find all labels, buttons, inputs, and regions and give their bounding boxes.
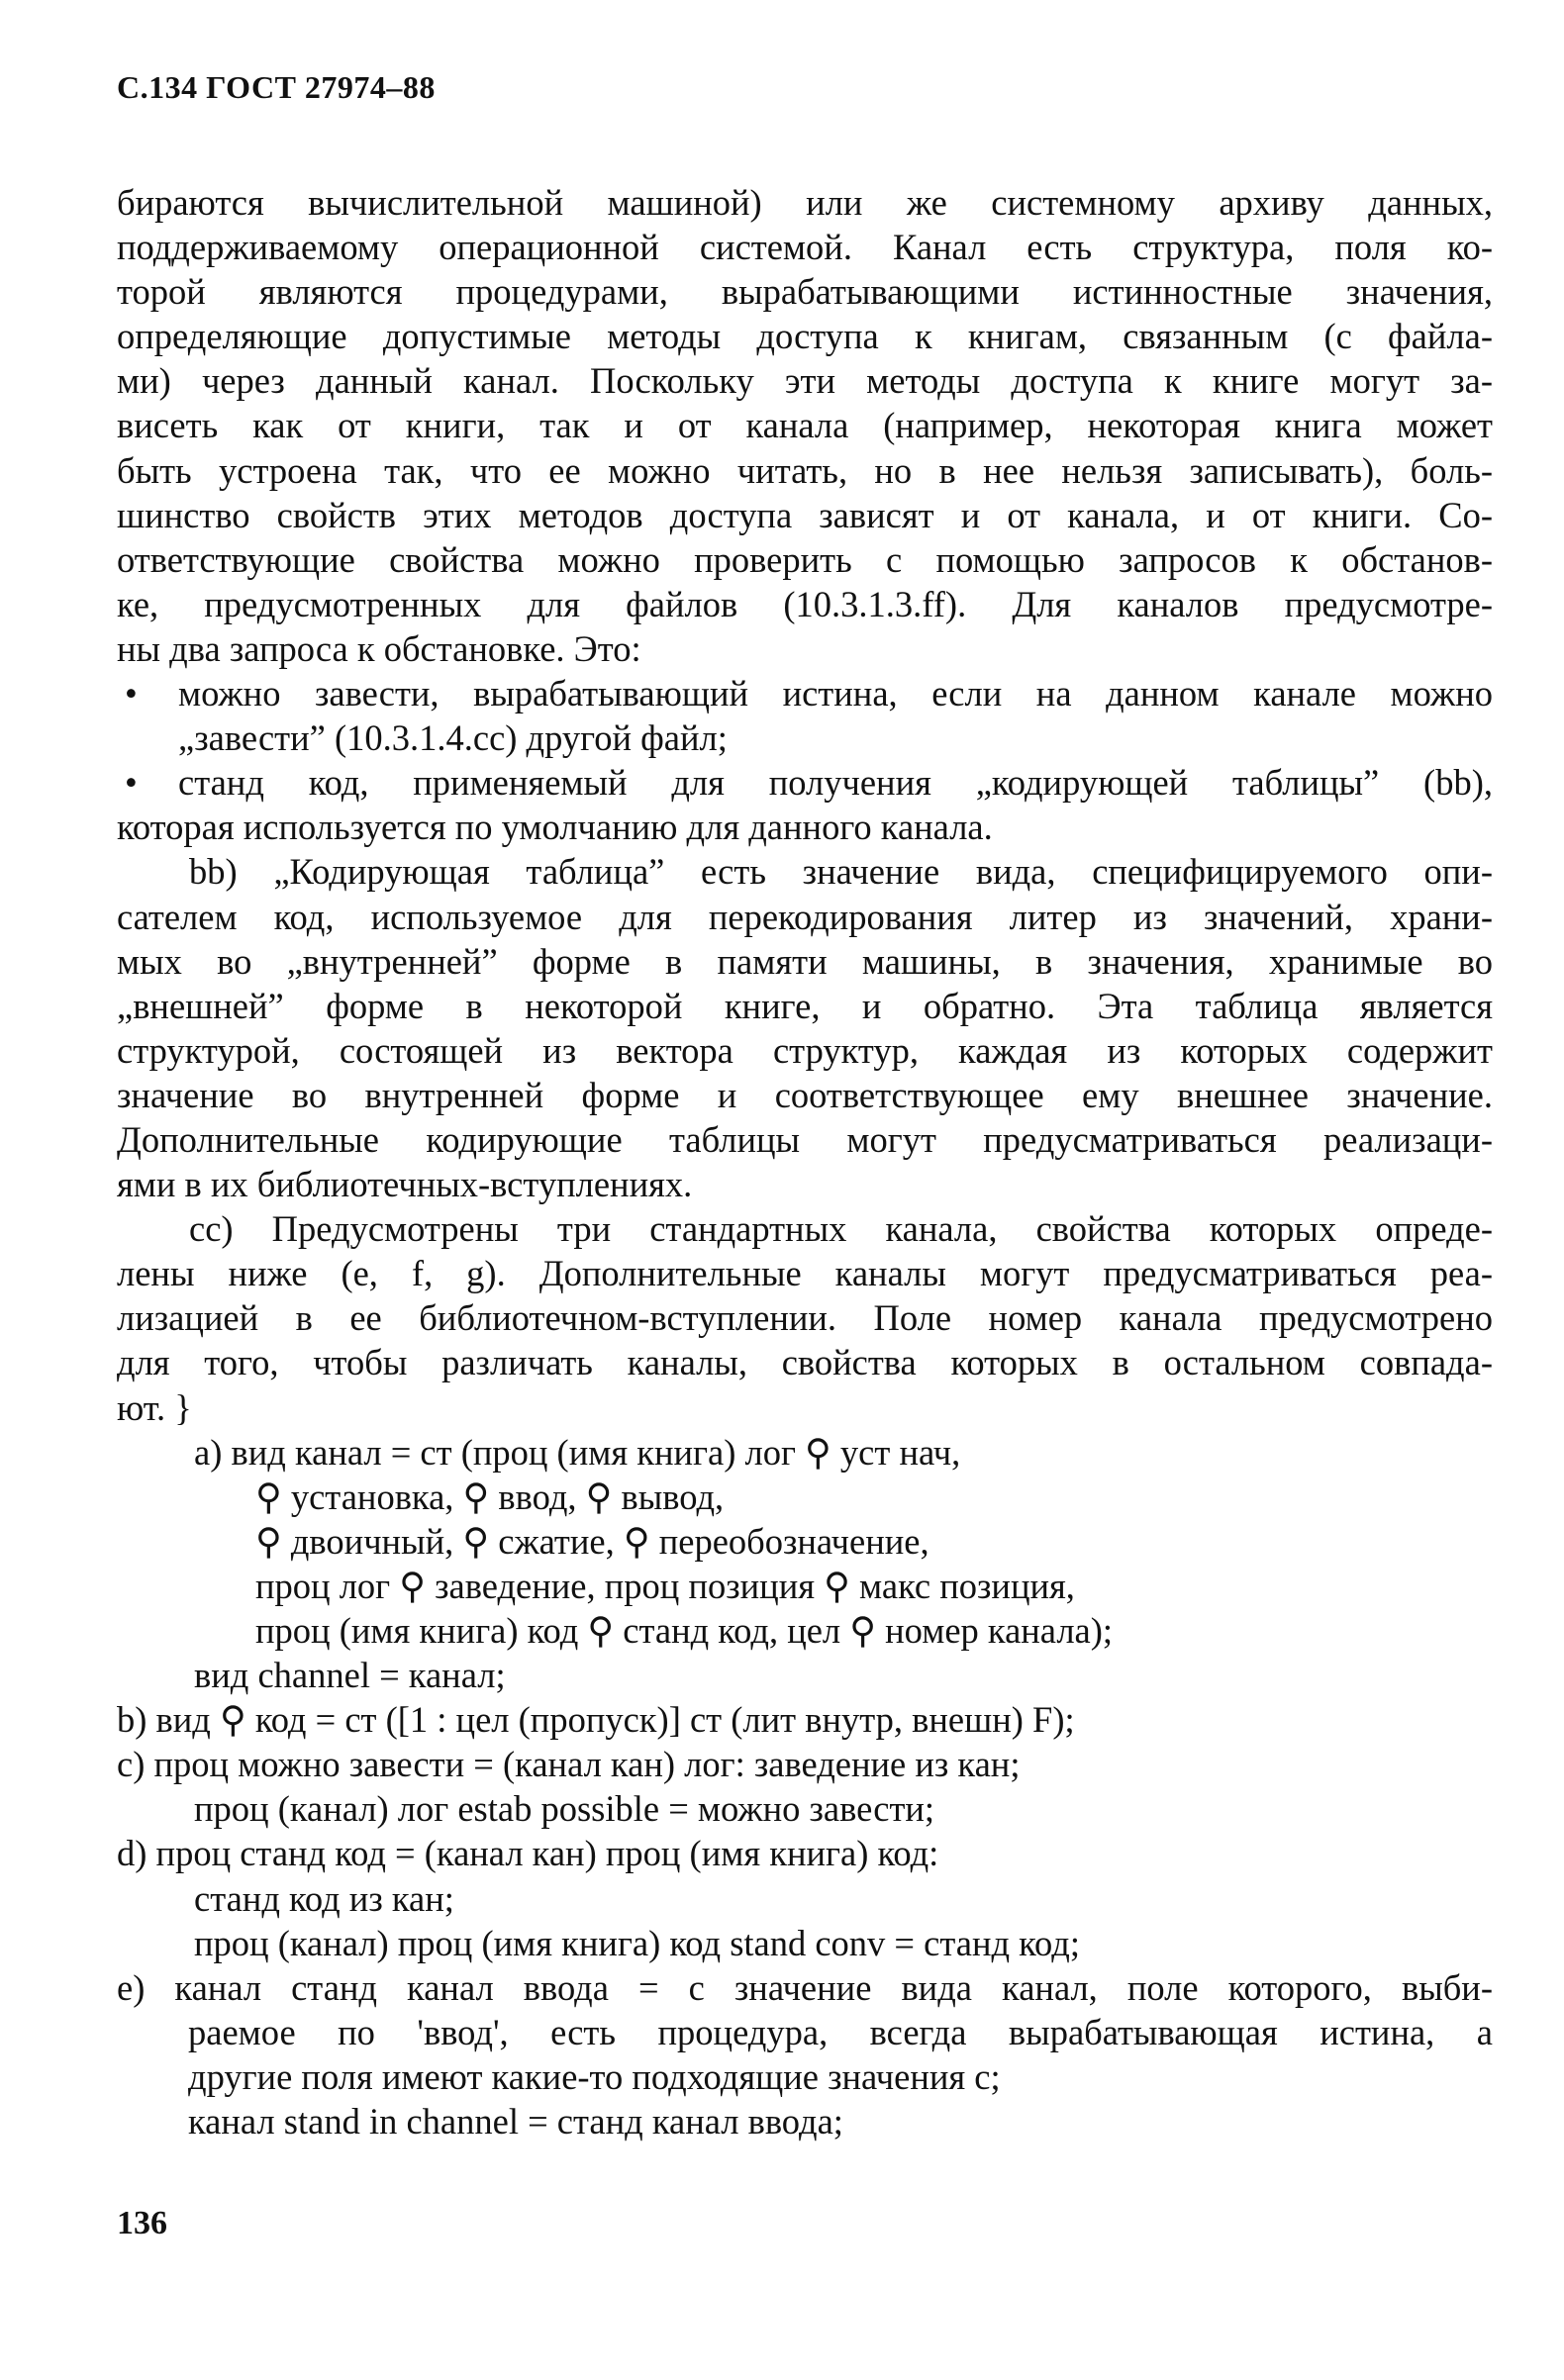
- text-line: ями в их библиотечных-вступлениях.: [117, 1164, 693, 1205]
- bullet-marker: •: [125, 673, 138, 714]
- code-line: b) вид ⚲ код = ст ([1 : цел (пропуск)] ст (лит внутр, внешн) F);: [117, 1699, 1075, 1741]
- code-line: проц (канал) проц (имя книга) код stand conv = станд код;: [194, 1922, 1080, 1963]
- text-line: мых во „внутренней” форме в памяти машины, в значения, хранимые во: [117, 940, 1493, 982]
- code-line: c) проц можно завести = (канал кан) лог: заведение из кан;: [117, 1744, 1021, 1785]
- text-line: значение во внутренней форме и соответствующее ему внешнее значение.: [117, 1074, 1493, 1115]
- text-line: ответствующие свойства можно проверить с помощью запросов к обстанов-: [117, 538, 1493, 580]
- text-line: ке, предусмотренных для файлов (10.3.1.3.ff). Для каналов предусмотре-: [117, 583, 1493, 624]
- text-line: сателем код, используемое для перекодирования литер из значений, храни-: [117, 896, 1493, 937]
- code-line: раемое по 'ввод', есть процедура, всегда вырабатывающая истина, а: [188, 2011, 1493, 2052]
- bullet-item: [117, 671, 1493, 715]
- bullet-text: можно завести, вырабатывающий истина, если на данном канале можно: [178, 673, 1493, 714]
- bullet-text: станд код, применяемый для получения „кодирующей таблицы” (bb),: [178, 762, 1493, 804]
- text-line: бираются вычислительной машиной) или же системному архиву данных,: [117, 182, 1493, 223]
- text-line: определяющие допустимые методы доступа к книгам, связанным (с файла-: [117, 316, 1493, 357]
- code-line: d) проц станд код = (канал кан) проц (имя книга) код:: [117, 1833, 939, 1874]
- text-line: cc) Предусмотрены три стандартных канала, свойства которых опреде-: [189, 1208, 1493, 1250]
- code-line: ⚲ установка, ⚲ ввод, ⚲ вывод,: [255, 1476, 725, 1517]
- text-line: ют. }: [117, 1386, 192, 1428]
- text-line: быть устроена так, что ее можно читать, но в нее нельзя записывать), боль-: [117, 449, 1493, 491]
- text-line: Дополнительные кодирующие таблицы могут предусматриваться реализаци-: [117, 1118, 1493, 1160]
- code-line: ⚲ двоичный, ⚲ сжатие, ⚲ переобозначение,: [255, 1520, 929, 1562]
- code-line: канал stand in channel = станд канал ввода;: [188, 2101, 843, 2142]
- bullet-item: [117, 760, 1493, 805]
- text-line: ми) через данный канал. Поскольку эти методы доступа к книге могут за-: [117, 360, 1493, 402]
- text-line: лизацией в ее библиотечном-вступлении. Поле номер канала предусмотрено: [117, 1297, 1493, 1339]
- page-header: С.134 ГОСТ 27974–88: [117, 69, 436, 105]
- code-line: проц (канал) лог estab possible = можно завести;: [194, 1788, 935, 1830]
- bullet-marker: •: [125, 762, 138, 804]
- code-line: другие поля имеют какие-то подходящие значения c;: [188, 2055, 1001, 2097]
- code-line: проц лог ⚲ заведение, проц позиция ⚲ макс позиция,: [255, 1565, 1075, 1606]
- text-line: висеть как от книги, так и от канала (например, некоторая книга может: [117, 405, 1493, 446]
- page-body: [117, 180, 1493, 2143]
- code-line: e) канал станд канал ввода = с значение вида канал, поле которого, выби-: [117, 1966, 1493, 2008]
- text-line: bb) „Кодирующая таблица” есть значение вида, специфицируемого опи-: [189, 851, 1493, 893]
- text-line: „завести” (10.3.1.4.cc) другой файл;: [178, 717, 728, 759]
- text-line: ны два запроса к обстановке. Это:: [117, 627, 641, 669]
- page-number: 136: [117, 2205, 167, 2241]
- text-line: лены ниже (e, f, g). Дополнительные каналы могут предусматриваться реа-: [117, 1253, 1493, 1294]
- code-line: вид channel = канал;: [194, 1655, 506, 1696]
- text-line: „внешней” форме в некоторой книге, и обратно. Эта таблица является: [117, 985, 1493, 1026]
- text-line: которая используется по умолчанию для данного канала.: [117, 807, 993, 848]
- text-line: для того, чтобы различать каналы, свойства которых в остальном совпада-: [117, 1342, 1493, 1383]
- code-line: станд код из кан;: [194, 1877, 454, 1919]
- text-line: поддерживаемому операционной системой. Канал есть структура, поля ко-: [117, 227, 1493, 268]
- code-line: проц (имя книга) код ⚲ станд код, цел ⚲ номер канала);: [255, 1610, 1114, 1651]
- text-line: торой являются процедурами, вырабатывающими истинностные значения,: [117, 271, 1493, 313]
- text-line: структурой, состоящей из вектора структур, каждая из которых содержит: [117, 1029, 1493, 1071]
- text-line: шинство свойств этих методов доступа зависят и от канала, и от книги. Со-: [117, 494, 1493, 535]
- code-line: a) вид канал = ст (проц (имя книга) лог ⚲ уст нач,: [194, 1431, 961, 1473]
